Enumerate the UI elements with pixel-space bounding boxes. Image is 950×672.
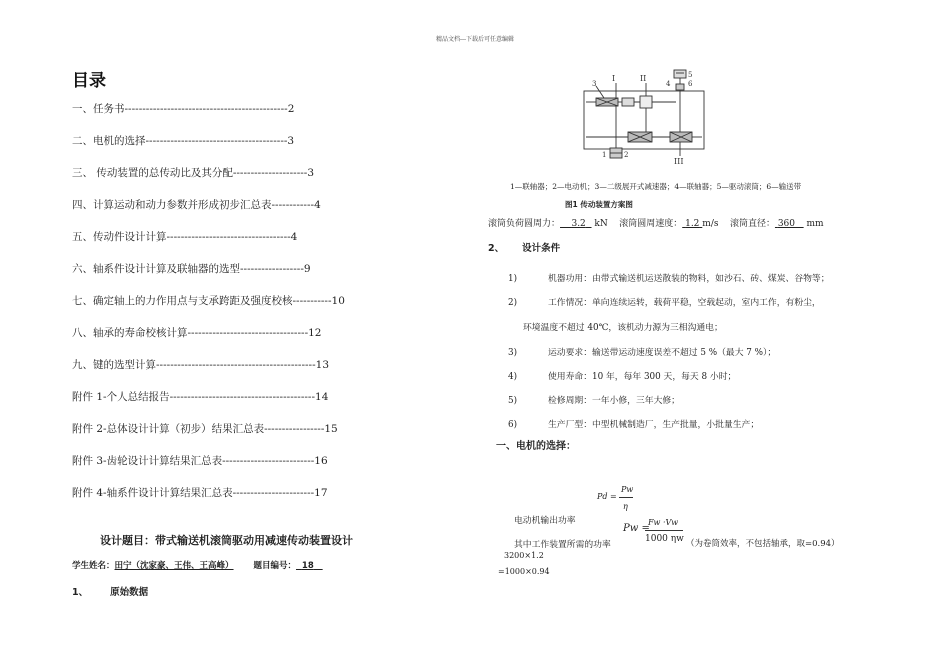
transmission-diagram [580,68,710,168]
formula-pw-lhs: Pw = [623,523,650,534]
figure-title: 图1 传动装置方案图 [565,200,633,209]
work-power-label: 其中工作装置所需的功率 [514,540,611,550]
formula-pd-lhs: Pd = [597,492,617,501]
label-part-2: 2 [624,151,629,159]
motor-output-label: 电动机输出功率 [514,516,576,526]
toc-item[interactable]: 附件 4-轴系件设计计算结果汇总表-----------------------17 [72,487,328,499]
calc-numerator: 3200×1.2 [504,551,544,560]
efficiency-note: （为卷筒效率，不包括轴承，取=0.94） [686,539,840,549]
calc-denominator: =1000×0.94 [498,567,550,576]
toc-item[interactable]: 一、任务书----------------------------------------------2 [72,103,295,115]
condition-item: 2) 工作情况：单向连续运转，载荷平稳，空载起动，室内工作，有粉尘， [508,298,821,308]
student-line [72,559,323,571]
condition-item: 1) 机器功用：由带式输送机运送散装的物料，如沙石、砖、煤炭、谷物等； [508,274,830,284]
topic-label: 题目编号： [253,561,296,571]
header-note: 精品文档---下载后可任意编辑 [435,36,515,43]
section-heading: 1、 原始数据 [72,587,149,598]
toc-item[interactable]: 五、传动件设计计算-----------------------------------4 [72,231,298,243]
condition-item: 4) 使用寿命：10 年，每年 300 天，每天 8 小时； [508,372,737,382]
label-part-1: 1 [602,151,607,159]
toc-item[interactable]: 九、键的选型计算---------------------------------------------13 [72,359,330,371]
label-part-3: 3 [592,80,597,88]
toc-item[interactable]: 二、电机的选择----------------------------------------3 [72,135,295,147]
toc-item[interactable]: 四、计算运动和动力参数并形成初步汇总表------------4 [72,199,321,211]
label-shaft-2: II [640,74,647,83]
label-part-5: 5 [688,71,693,79]
fraction-bar [645,530,683,531]
condition-item: 3) 运动要求：输送带运动速度误差不超过 5 %（最大 7 %）； [508,348,777,358]
formula-pd-numerator: Pw [621,485,634,494]
student-label: 学生姓名： [72,561,115,571]
label-shaft-1: I [612,74,616,83]
label-part-4: 4 [666,80,671,88]
figure-caption: 1—联轴器；2—电动机；3—二级展开式减速器；4—联轴器；5—驱动滚筒；6—输送带 [510,182,802,191]
formula-pd-denominator: η [623,502,628,511]
condition-item: 6) 生产厂型：中型机械制造厂，生产批量，小批量生产； [508,420,760,430]
toc-title: 目录 [72,71,106,91]
formula-pw-denominator: 1000 ηw [645,534,684,544]
section-heading: 2、 设计条件 [488,243,561,254]
student-name: 田宁（沈家豪、王伟、王高峰） [114,561,234,571]
toc-item[interactable]: 附件 1-个人总结报告-----------------------------------------14 [72,391,329,403]
condition-item: 5) 检修周期：一年小修，三年大修； [508,396,680,406]
toc-item[interactable]: 六、轴系件设计计算及联轴器的选型------------------9 [72,263,311,275]
toc-item[interactable]: 附件 2-总体设计计算（初步）结果汇总表-----------------15 [72,423,338,435]
formula-pw-numerator: Fw ·Vw [648,518,679,527]
toc-item[interactable]: 附件 3-齿轮设计计算结果汇总表--------------------------16 [72,455,328,467]
condition-item: 环境温度不超过 40℃，该机动力源为三相沟通电； [523,323,723,333]
drum-parameters: 滚筒负荷圆周力： 3.2 kN 滚筒圆周速度： 1.2 m/s 滚筒直径： 360 mm [488,219,824,229]
toc-item[interactable]: 三、 传动装置的总传动比及其分配---------------------3 [72,167,315,179]
topic-number: 18 [301,561,314,571]
label-shaft-3: III [674,157,684,166]
toc-item[interactable]: 八、轴承的寿命校核计算----------------------------------12 [72,327,322,339]
design-title: 设计题目：带式输送机滚筒驱动用减速传动装置设计 [100,534,353,547]
fraction-bar [619,497,633,498]
toc-item[interactable]: 七、确定轴上的力作用点与支承跨距及强度校核-----------10 [72,295,345,307]
section-heading: 一、电机的选择： [496,441,576,452]
label-part-6: 6 [688,80,693,88]
